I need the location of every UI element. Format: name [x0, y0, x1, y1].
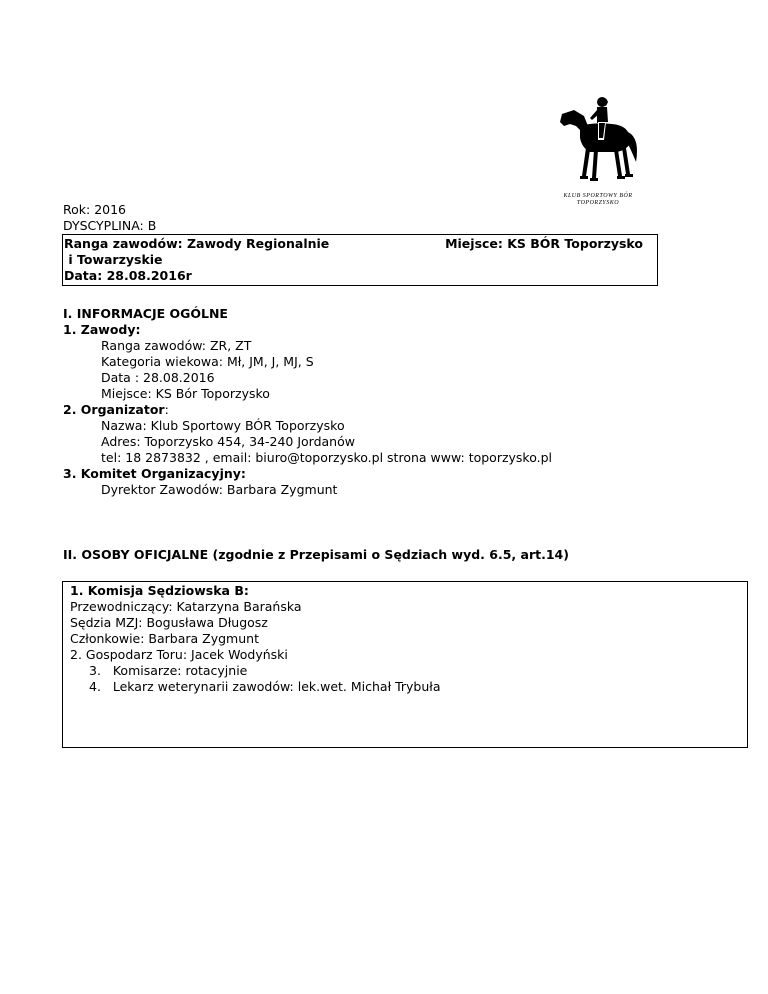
- judge-mzj: Sędzia MZJ: Bogusława Długosz: [70, 615, 268, 630]
- officials-box: [62, 581, 748, 748]
- organizer-colon: :: [164, 402, 169, 417]
- judges-heading: 1. Komisja Sędziowska B:: [70, 583, 249, 598]
- discipline-line: DYSCYPLINA: B: [63, 218, 157, 233]
- committee-heading: 3. Komitet Organizacyjny:: [63, 466, 246, 481]
- zawody-rank: Ranga zawodów: ZR, ZT: [101, 338, 252, 353]
- stewards: 3. Komisarze: rotacyjnie: [89, 663, 248, 678]
- judge-chair: Przewodniczący: Katarzyna Barańska: [70, 599, 302, 614]
- section-general-info: [63, 306, 552, 498]
- organizer-heading: 2. Organizator: [63, 402, 165, 417]
- organizer-name: Nazwa: Klub Sportowy BÓR Toporzysko: [101, 418, 345, 433]
- veterinarian: 4. Lekarz weterynarii zawodów: lek.wet. Michał Trybuła: [89, 679, 441, 694]
- section-officials-title: II. OSOBY OFICJALNE (zgodnie z Przepisami o Sędziach wyd. 6.5, art.14): [63, 547, 569, 562]
- section-title: I. INFORMACJE OGÓLNE: [63, 306, 228, 321]
- organizer-heading-row: [63, 402, 552, 418]
- zawody-age-category: Kategoria wiekowa: Mł, JM, J, MJ, S: [101, 354, 314, 369]
- organizer-address: Adres: Toporzysko 454, 34-240 Jordanów: [101, 434, 355, 449]
- competition-rank: Ranga zawodów: Zawody Regionalnie: [64, 236, 330, 251]
- horse-rider-icon: [550, 92, 646, 192]
- course-host: 2. Gospodarz Toru: Jacek Wodyński: [70, 647, 288, 662]
- competition-rank-cont: i Towarzyskie: [64, 252, 163, 267]
- committee-director: Dyrektor Zawodów: Barbara Zygmunt: [101, 482, 338, 497]
- organizer-contact: tel: 18 2873832 , email: biuro@toporzysko.pl strona www: toporzysko.pl: [101, 450, 553, 465]
- zawody-date: Data : 28.08.2016: [101, 370, 215, 385]
- zawody-heading: 1. Zawody:: [63, 322, 141, 337]
- club-logo: [550, 92, 646, 208]
- logo-caption-line2: TOPORZYSKO: [576, 200, 620, 206]
- judge-members: Członkowie: Barbara Zygmunt: [70, 631, 259, 646]
- zawody-place: Miejsce: KS Bór Toporzysko: [101, 386, 270, 401]
- competition-place: Miejsce: KS BÓR Toporzysko: [445, 236, 643, 251]
- logo-caption-line1: KLUB SPORTOWY BÓR: [563, 193, 633, 199]
- competition-info-box: [62, 234, 658, 286]
- competition-date: Data: 28.08.2016r: [64, 268, 192, 283]
- year-line: Rok: 2016: [63, 202, 127, 217]
